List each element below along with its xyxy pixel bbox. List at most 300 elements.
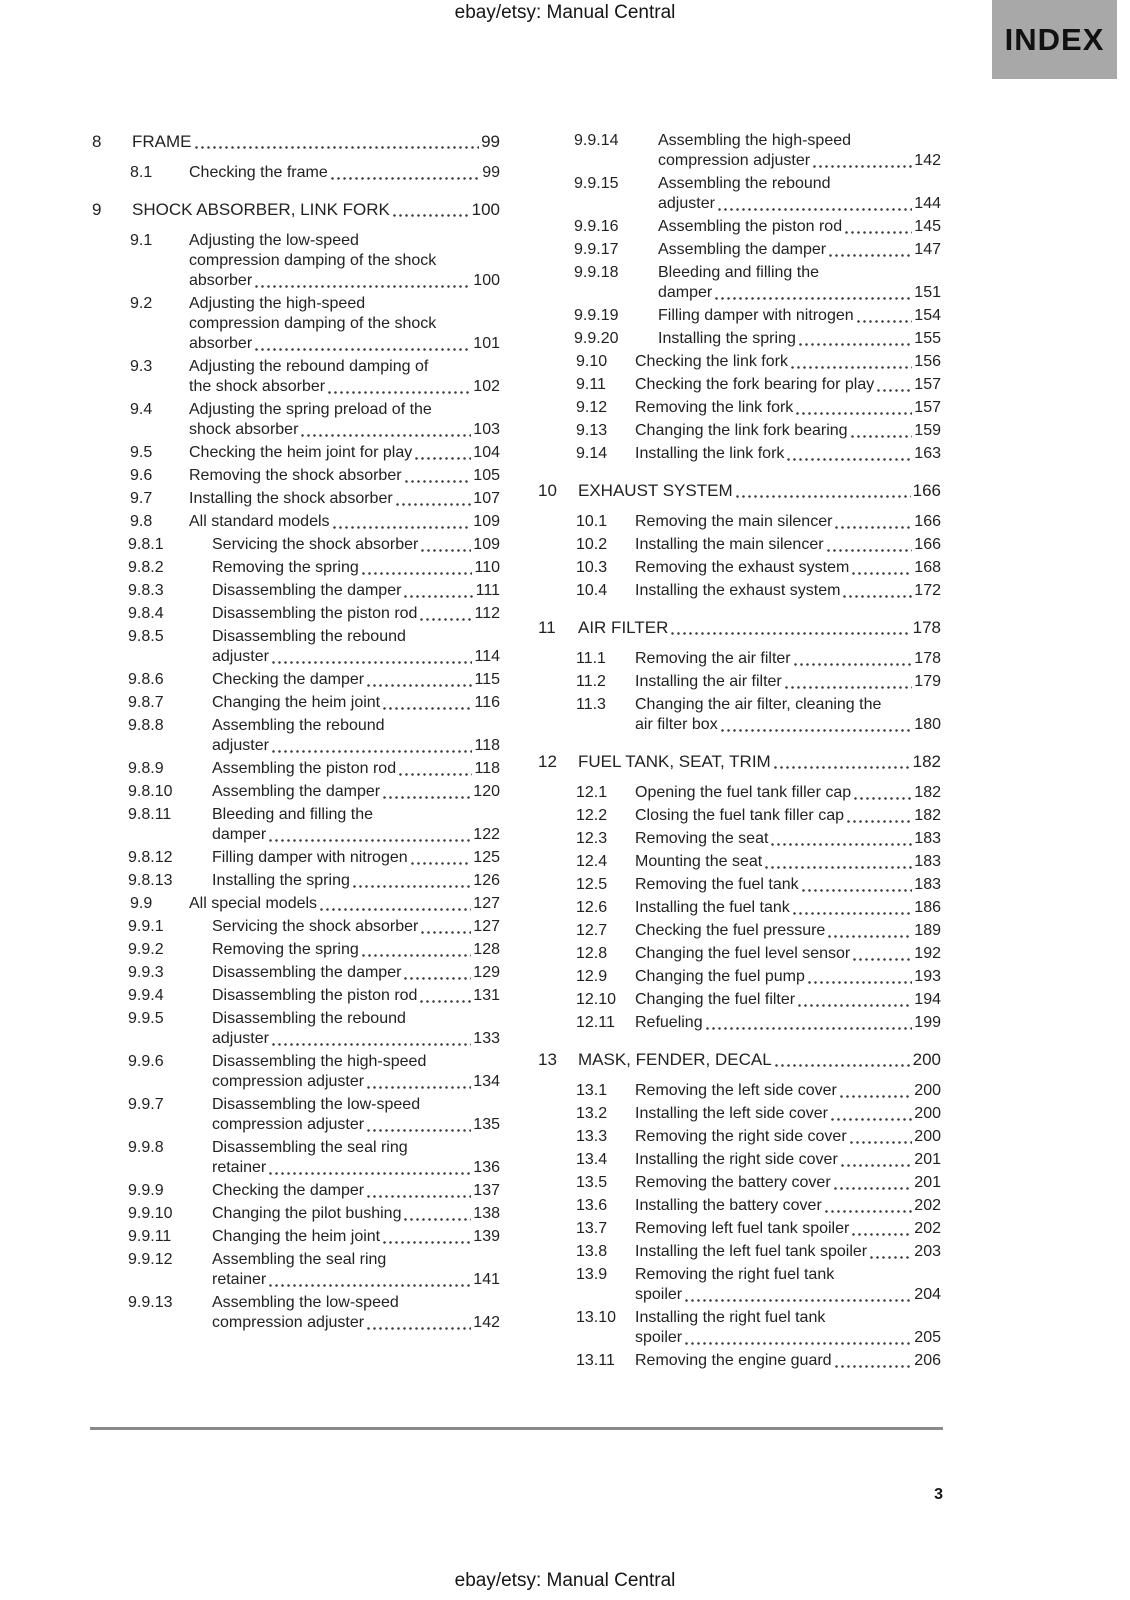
entry-title-line: Assembling the seal ring	[212, 1251, 387, 1268]
entry-number: 12.10	[576, 991, 617, 1008]
entry-title: Removing the battery cover	[635, 1174, 831, 1191]
entry-last-line	[212, 986, 500, 1006]
entry-last-line	[189, 271, 500, 291]
entry-last-line	[635, 990, 941, 1010]
entry-number: 12.8	[576, 945, 608, 962]
toc-entry-9.9.8	[92, 1138, 500, 1178]
entry-number: 13.9	[576, 1266, 608, 1283]
dot-leader	[834, 1187, 913, 1190]
toc-entry-9.9.7	[92, 1095, 500, 1135]
dot-leader	[787, 458, 912, 461]
entry-body	[635, 1242, 941, 1262]
dot-leader	[718, 208, 912, 211]
entry-last-line	[635, 1173, 941, 1193]
entry-body	[658, 263, 941, 303]
entry-body	[189, 294, 500, 354]
dot-leader	[301, 434, 471, 437]
toc-entry-11.1	[538, 649, 941, 669]
entry-number: 12	[538, 752, 557, 771]
entry-last-line	[212, 535, 500, 555]
entry-title: Removing the engine guard	[635, 1352, 832, 1369]
entry-last-line	[189, 377, 500, 397]
toc-entry-9.9.14	[538, 131, 941, 171]
entry-number: 12.4	[576, 853, 608, 870]
dot-leader	[362, 954, 472, 957]
entry-number: 9.8.8	[128, 717, 164, 734]
dot-leader	[685, 1342, 912, 1345]
entry-number: 12.1	[576, 784, 608, 801]
entry-number: 9.9.14	[574, 132, 619, 149]
toc-entry-9.8.1	[92, 535, 500, 555]
dot-leader	[835, 1365, 913, 1368]
entry-number: 9.9.3	[128, 964, 164, 981]
entry-title: MASK, FENDER, DECAL	[578, 1050, 772, 1069]
toc-entry-9.9.1	[92, 917, 500, 937]
entry-number: 13.10	[576, 1309, 617, 1326]
entry-number: 9.8	[130, 513, 153, 530]
entry-number: 9.9	[130, 895, 153, 912]
dot-leader	[828, 935, 912, 938]
entry-number: 9.6	[130, 467, 153, 484]
entry-page-number: 136	[473, 1159, 500, 1176]
entry-title: Removing the spring	[212, 941, 359, 958]
toc-entry-9.9.4	[92, 986, 500, 1006]
entry-title: Installing the link fork	[635, 445, 785, 462]
entry-title: Assembling the damper	[212, 783, 381, 800]
dot-leader	[845, 231, 912, 234]
toc-entry-13.3	[538, 1127, 941, 1147]
entry-page-number: 109	[473, 513, 500, 530]
entry-body	[635, 1104, 941, 1124]
dot-leader	[405, 480, 472, 483]
entry-number: 10	[538, 481, 557, 500]
entry-title: EXHAUST SYSTEM	[578, 481, 733, 500]
entry-last-line	[212, 825, 500, 845]
entry-number: 12.5	[576, 876, 608, 893]
entry-last-line	[578, 617, 941, 638]
entry-title: Assembling the damper	[658, 241, 827, 258]
entry-page-number: 182	[914, 784, 941, 801]
entry-title: adjuster	[212, 1030, 269, 1047]
toc-entry-8	[92, 131, 500, 152]
dot-leader	[785, 686, 913, 689]
entry-body	[635, 558, 941, 578]
entry-body	[212, 581, 500, 601]
dot-leader	[794, 663, 913, 666]
entry-last-line	[132, 199, 500, 220]
entry-number: 11.3	[576, 696, 606, 713]
entry-body	[635, 1196, 941, 1216]
entry-title: Filling damper with nitrogen	[212, 849, 408, 866]
entry-last-line	[212, 940, 500, 960]
entry-body	[635, 1173, 941, 1193]
entry-title: Installing the fuel tank	[635, 899, 790, 916]
entry-number: 12.7	[576, 922, 608, 939]
entry-number: 9.7	[130, 490, 153, 507]
entry-page-number: 182	[914, 807, 941, 824]
entry-last-line	[635, 967, 941, 987]
entry-last-line	[189, 512, 500, 532]
entry-number: 9.8.12	[128, 849, 173, 866]
dot-leader	[775, 1064, 911, 1067]
entry-last-line	[212, 782, 500, 802]
entry-last-line	[635, 649, 941, 669]
entry-page-number: 101	[473, 335, 500, 352]
entry-number: 9.8.2	[128, 559, 164, 576]
entry-title: SHOCK ABSORBER, LINK FORK	[132, 200, 390, 219]
entry-last-line	[635, 1196, 941, 1216]
entry-title: Installing the battery cover	[635, 1197, 822, 1214]
entry-page-number: 166	[912, 481, 941, 500]
toc-entry-9.9.19	[538, 306, 941, 326]
entry-page-number: 147	[914, 241, 941, 258]
entry-page-number: 120	[473, 783, 500, 800]
entry-page-number: 157	[914, 399, 941, 416]
entry-last-line	[189, 420, 500, 440]
entry-body	[658, 131, 941, 171]
entry-title-line: Disassembling the low-speed	[212, 1096, 421, 1113]
entry-body	[635, 1351, 941, 1371]
entry-page-number: 194	[914, 991, 941, 1008]
dot-leader	[808, 981, 912, 984]
dot-leader	[793, 912, 913, 915]
entry-page-number: 178	[912, 618, 941, 637]
dot-leader	[765, 866, 912, 869]
toc-entry-12.3	[538, 829, 941, 849]
toc-entry-13.11	[538, 1351, 941, 1371]
dot-leader	[843, 595, 912, 598]
entry-body	[212, 805, 500, 845]
entry-title-line: Disassembling the high-speed	[212, 1053, 427, 1070]
dot-leader	[404, 977, 471, 980]
entry-last-line	[212, 1181, 500, 1201]
toc-entry-9.6	[92, 466, 500, 486]
entry-title: Assembling the piston rod	[212, 760, 397, 777]
entry-number: 9.9.16	[574, 218, 619, 235]
entry-title-line: Assembling the rebound	[212, 717, 385, 734]
entry-number: 13.6	[576, 1197, 608, 1214]
entry-title-line: Assembling the rebound	[658, 175, 831, 192]
toc-entry-9.9.20	[538, 329, 941, 349]
entry-body	[658, 306, 941, 326]
toc-entry-9.8	[92, 512, 500, 532]
dot-leader	[771, 843, 912, 846]
entry-body	[578, 751, 941, 772]
entry-title-line: Bleeding and filling the	[658, 264, 820, 281]
entry-number: 9.9.11	[128, 1228, 172, 1245]
dot-leader	[269, 839, 471, 842]
entry-body	[658, 240, 941, 260]
entry-title: Removing the link fork	[635, 399, 794, 416]
entry-last-line	[212, 963, 500, 983]
entry-page-number: 178	[914, 650, 941, 667]
dot-leader	[852, 572, 912, 575]
entry-number: 8	[92, 132, 102, 151]
entry-body	[189, 231, 500, 291]
entry-title: adjuster	[212, 737, 269, 754]
entry-last-line	[212, 558, 500, 578]
entry-page-number: 204	[914, 1286, 941, 1303]
dot-leader	[854, 797, 912, 800]
entry-body	[212, 1052, 500, 1092]
entry-number: 10.3	[576, 559, 608, 576]
entry-title: Installing the spring	[658, 330, 796, 347]
toc-entry-9.9.17	[538, 240, 941, 260]
entry-title-line: Adjusting the rebound damping of	[189, 358, 429, 375]
entry-number: 9	[92, 200, 102, 219]
entry-number: 9.9.7	[128, 1096, 164, 1113]
entry-title: Servicing the shock absorber	[212, 918, 419, 935]
entry-title: retainer	[212, 1159, 267, 1176]
entry-number: 10.4	[576, 582, 608, 599]
toc-entry-12.5	[538, 875, 941, 895]
entry-title: Checking the frame	[189, 164, 328, 181]
toc-column-right	[538, 131, 941, 1374]
entry-body	[212, 917, 500, 937]
entry-number: 13.11	[576, 1352, 615, 1369]
entry-page-number: 189	[914, 922, 941, 939]
dot-leader	[847, 820, 912, 823]
dot-leader	[367, 684, 472, 687]
entry-number: 13.4	[576, 1151, 608, 1168]
toc-entry-9.9.3	[92, 963, 500, 983]
entry-number: 9.9.9	[128, 1182, 164, 1199]
dot-leader	[715, 297, 912, 300]
entry-last-line	[212, 1313, 500, 1333]
toc-entry-9.9.9	[92, 1181, 500, 1201]
entry-body	[212, 963, 500, 983]
entry-last-line	[212, 647, 500, 667]
dot-leader	[831, 1118, 912, 1121]
entry-last-line	[635, 1104, 941, 1124]
entry-last-line	[212, 1270, 500, 1290]
entry-number: 9.9.20	[574, 330, 619, 347]
entry-title: Disassembling the piston rod	[212, 987, 418, 1004]
entry-body	[635, 990, 941, 1010]
entry-number: 13	[538, 1050, 557, 1069]
dot-leader	[195, 146, 480, 149]
entry-last-line	[578, 480, 941, 501]
entry-title: Opening the fuel tank filler cap	[635, 784, 852, 801]
toc-entry-11.2	[538, 672, 941, 692]
entry-title: Mounting the seat	[635, 853, 763, 870]
entry-title-line: Removing the right fuel tank	[635, 1266, 835, 1283]
entry-title: Installing the left fuel tank spoiler	[635, 1243, 868, 1260]
dot-leader	[367, 1195, 471, 1198]
dot-leader	[383, 796, 471, 799]
footer-title: ebay/etsy: Manual Central	[454, 1570, 676, 1591]
entry-page-number: 166	[914, 536, 941, 553]
entry-body	[635, 944, 941, 964]
entry-page-number: 166	[914, 513, 941, 530]
entry-body	[212, 759, 500, 779]
entry-page-number: 157	[914, 376, 941, 393]
entry-last-line	[635, 1081, 941, 1101]
entry-last-line	[212, 1158, 500, 1178]
entry-title: Checking the heim joint for play	[189, 444, 413, 461]
toc-entry-9.5	[92, 443, 500, 463]
toc-entry-9.8.10	[92, 782, 500, 802]
entry-number: 9.8.4	[128, 605, 164, 622]
toc-column-left	[92, 131, 500, 1374]
entry-page-number: 201	[914, 1151, 941, 1168]
page-header	[0, 1, 1130, 25]
entry-last-line	[578, 1049, 941, 1070]
entry-page-number: 180	[914, 716, 941, 733]
entry-title: Servicing the shock absorber	[212, 536, 419, 553]
entry-last-line	[635, 375, 941, 395]
header-title: ebay/etsy: Manual Central	[454, 2, 676, 23]
entry-body	[189, 357, 500, 397]
toc-entry-9	[92, 199, 500, 220]
toc-entry-9.8.9	[92, 759, 500, 779]
entry-title-line: compression damping of the shock	[189, 315, 437, 332]
toc-entry-9.13	[538, 421, 941, 441]
entry-page-number: 193	[914, 968, 941, 985]
entry-body	[212, 670, 500, 690]
entry-last-line	[189, 466, 500, 486]
entry-body	[635, 535, 941, 555]
index-label: INDEX	[1004, 21, 1105, 57]
toc-entry-13.9	[538, 1265, 941, 1305]
entry-last-line	[212, 1029, 500, 1049]
entry-title: retainer	[212, 1271, 267, 1288]
entry-title: compression adjuster	[658, 152, 811, 169]
toc-entry-9.8.7	[92, 693, 500, 713]
entry-title: Closing the fuel tank filler cap	[635, 807, 844, 824]
entry-title: Removing the shock absorber	[189, 467, 402, 484]
entry-page-number: 134	[473, 1073, 500, 1090]
entry-body	[635, 829, 941, 849]
entry-body	[212, 986, 500, 1006]
entry-body	[212, 1095, 500, 1135]
entry-page-number: 183	[914, 830, 941, 847]
entry-last-line	[658, 240, 941, 260]
dot-leader	[835, 526, 912, 529]
entry-body	[212, 1204, 500, 1224]
entry-number: 9.9.17	[574, 241, 619, 258]
toc-entry-9.8.4	[92, 604, 500, 624]
dot-leader	[399, 773, 472, 776]
entry-page-number: 145	[914, 218, 941, 235]
entry-last-line	[635, 1328, 941, 1348]
entry-number: 13.7	[576, 1220, 608, 1237]
toc-entry-12.4	[538, 852, 941, 872]
entry-title: Filling damper with nitrogen	[658, 307, 854, 324]
entry-page-number: 111	[475, 582, 500, 599]
toc-entry-9.1	[92, 231, 500, 291]
entry-body	[635, 375, 941, 395]
entry-body	[212, 558, 500, 578]
dot-leader	[272, 661, 473, 664]
table-of-contents	[92, 131, 941, 1374]
entry-title: Removing the exhaust system	[635, 559, 850, 576]
dot-leader	[331, 177, 480, 180]
entry-number: 9.9.6	[128, 1053, 164, 1070]
index-tab	[992, 0, 1117, 79]
entry-body	[635, 1081, 941, 1101]
toc-entry-9.9.15	[538, 174, 941, 214]
entry-number: 12.3	[576, 830, 608, 847]
entry-body	[212, 1009, 500, 1049]
entry-page-number: 192	[914, 945, 941, 962]
entry-last-line	[635, 1219, 941, 1239]
toc-entry-9.8.5	[92, 627, 500, 667]
entry-body	[189, 443, 500, 463]
entry-body	[212, 1138, 500, 1178]
entry-last-line	[212, 917, 500, 937]
entry-title-line: Adjusting the spring preload of the	[189, 401, 432, 418]
entry-last-line	[212, 693, 500, 713]
entry-page-number: 200	[914, 1128, 941, 1145]
dot-leader	[353, 885, 471, 888]
entry-title-line: Installing the right fuel tank	[635, 1309, 826, 1326]
entry-number: 10.1	[576, 513, 608, 530]
toc-entry-9.7	[92, 489, 500, 509]
entry-last-line	[635, 783, 941, 803]
entry-last-line	[635, 1351, 941, 1371]
entry-page-number: 179	[914, 673, 941, 690]
entry-page-number: 200	[914, 1082, 941, 1099]
dot-leader	[269, 1284, 471, 1287]
entry-page-number: 129	[473, 964, 500, 981]
toc-entry-13.8	[538, 1242, 941, 1262]
entry-title: Installing the air filter	[635, 673, 782, 690]
entry-page-number: 142	[914, 152, 941, 169]
dot-leader	[671, 632, 910, 635]
entry-title: compression adjuster	[212, 1314, 365, 1331]
entry-title: Removing the main silencer	[635, 513, 833, 530]
entry-title: spoiler	[635, 1329, 683, 1346]
dot-leader	[851, 435, 913, 438]
entry-title: Checking the damper	[212, 671, 365, 688]
footer-rule	[90, 1427, 943, 1430]
toc-entry-9.2	[92, 294, 500, 354]
entry-title-line: Disassembling the seal ring	[212, 1139, 408, 1156]
toc-entry-10.3	[538, 558, 941, 578]
toc-entry-8.1	[92, 163, 500, 183]
toc-entry-12.1	[538, 783, 941, 803]
entry-title: Removing left fuel tank spoiler	[635, 1220, 850, 1237]
entry-title: Refueling	[635, 1014, 703, 1031]
toc-entry-11	[538, 617, 941, 638]
entry-last-line	[635, 921, 941, 941]
entry-title: Disassembling the piston rod	[212, 605, 418, 622]
dot-leader	[393, 214, 470, 217]
entry-last-line	[212, 670, 500, 690]
dot-leader	[367, 1327, 471, 1330]
entry-title: Changing the fuel filter	[635, 991, 796, 1008]
entry-body	[635, 444, 941, 464]
toc-entry-10.1	[538, 512, 941, 532]
toc-entry-12.8	[538, 944, 941, 964]
entry-page-number: 202	[914, 1197, 941, 1214]
dot-leader	[877, 389, 912, 392]
entry-number: 13.1	[576, 1082, 608, 1099]
entry-number: 9.11	[576, 376, 606, 393]
entry-page-number: 183	[914, 853, 941, 870]
entry-body	[635, 1150, 941, 1170]
entry-number: 11	[538, 618, 556, 637]
entry-last-line	[212, 1204, 500, 1224]
entry-last-line	[189, 163, 500, 183]
entry-page-number: 104	[473, 444, 500, 461]
entry-number: 9.9.19	[574, 307, 619, 324]
entry-title: Changing the fuel level sensor	[635, 945, 851, 962]
entry-number: 11.1	[576, 650, 606, 667]
toc-entry-9.9.2	[92, 940, 500, 960]
entry-last-line	[635, 421, 941, 441]
